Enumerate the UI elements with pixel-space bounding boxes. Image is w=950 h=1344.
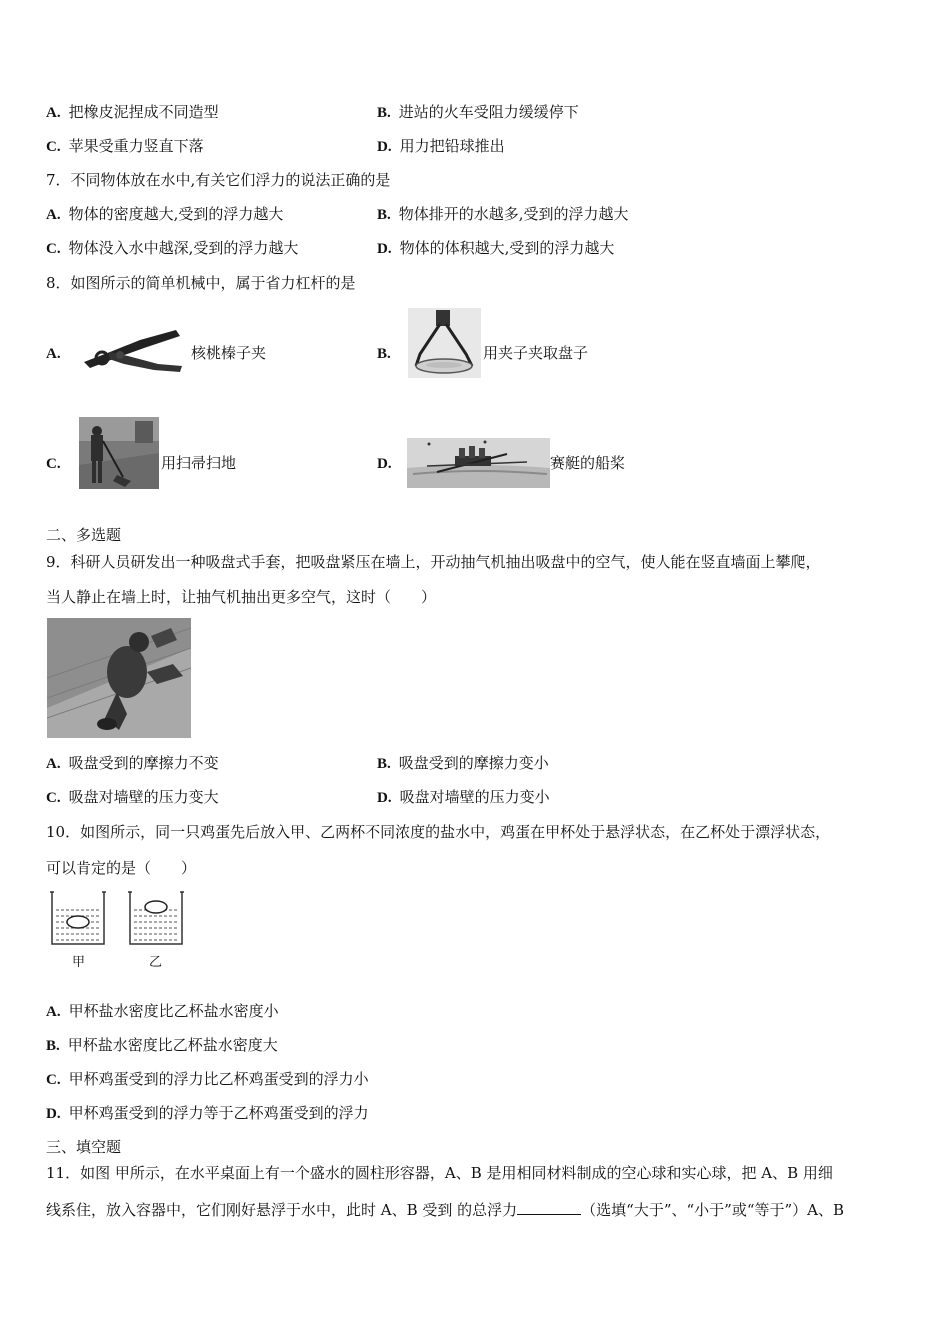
q8-option-b-label: B. — [377, 346, 391, 362]
q6-option-a: A. 把橡皮泥捏成不同造型 — [46, 103, 219, 121]
q9-stem-line-1: 9．科研人员研发出一种吸盘式手套，把吸盘紧压在墙上，开动抽气机抽出吸盘中的空气，使人能在竖直墙面上攀爬， — [46, 553, 821, 571]
q7-option-a: A. 物体的密度越大,受到的浮力越大 — [46, 205, 284, 223]
q7-option-d: D. 物体的体积越大,受到的浮力越大 — [377, 239, 615, 257]
q8-stem: 8．如图所示的简单机械中，属于省力杠杆的是 — [46, 274, 356, 292]
rowing-boat-figure — [407, 438, 550, 488]
q9-option-a: A. 吸盘受到的摩擦力不变 — [46, 754, 219, 772]
q8-option-a-label: A. — [46, 346, 61, 362]
cup-jia-label: 甲 — [72, 955, 86, 970]
q11-answer-blank[interactable] — [517, 1200, 581, 1215]
q8-option-d-text: 赛艇的船桨 — [550, 454, 626, 472]
q7-option-c: C. 物体没入水中越深,受到的浮力越大 — [46, 239, 299, 257]
q9-option-b: B. 吸盘受到的摩擦力变小 — [377, 754, 549, 772]
q7-option-b: B. 物体排开的水越多,受到的浮力越大 — [377, 205, 629, 223]
q11-stem-line-2: 线系住，放入容器中，它们刚好悬浮于水中，此时 A、B 受到 的总浮力 （选填“大于”、“小于”或“等于”）A、B — [46, 1201, 845, 1219]
egg-cups-figure — [48, 888, 188, 948]
q10-option-c: C. 甲杯鸡蛋受到的浮力比乙杯鸡蛋受到的浮力小 — [46, 1070, 369, 1088]
q6-option-b: B. 进站的火车受阻力缓缓停下 — [377, 103, 579, 121]
q10-option-a: A. 甲杯盐水密度比乙杯盐水密度小 — [46, 1002, 279, 1020]
q6-option-d: D. 用力把铅球推出 — [377, 137, 505, 155]
wall-climbing-figure — [47, 618, 191, 738]
q10-option-b: B. 甲杯盐水密度比乙杯盐水密度大 — [46, 1036, 278, 1054]
q8-option-a-text: 核桃榛子夹 — [191, 344, 267, 362]
q8-option-c-label: C. — [46, 456, 61, 472]
q8-option-b-text: 用夹子夹取盘子 — [483, 344, 589, 362]
q8-option-c-text: 用扫帚扫地 — [161, 454, 237, 472]
q9-option-c: C. 吸盘对墙壁的压力变大 — [46, 788, 219, 806]
q9-option-d: D. 吸盘对墙壁的压力变小 — [377, 788, 550, 806]
broom-sweeping-figure — [79, 417, 159, 489]
section-3-title: 三、填空题 — [46, 1138, 122, 1156]
q6-option-c: C. 苹果受重力竖直下落 — [46, 137, 204, 155]
tongs-plate-figure — [408, 308, 481, 378]
q8-option-d-label: D. — [377, 456, 392, 472]
section-2-title: 二、多选题 — [46, 526, 122, 544]
q10-option-d: D. 甲杯鸡蛋受到的浮力等于乙杯鸡蛋受到的浮力 — [46, 1104, 369, 1122]
q10-stem-line-1: 10．如图所示，同一只鸡蛋先后放入甲、乙两杯不同浓度的盐水中，鸡蛋在甲杯处于悬浮状态，在乙杯处于漂浮状态， — [46, 823, 831, 841]
q9-stem-line-2: 当人静止在墙上时，让抽气机抽出更多空气，这时（ ） — [46, 588, 437, 606]
q10-stem-line-2: 可以肯定的是（ ） — [46, 859, 197, 877]
nutcracker-figure — [80, 322, 186, 374]
q7-stem: 7．不同物体放在水中,有关它们浮力的说法正确的是 — [46, 171, 391, 189]
cup-yi-label: 乙 — [149, 955, 163, 970]
q11-stem-line-1: 11．如图 甲所示，在水平桌面上有一个盛水的圆柱形容器，A、B 是用相同材料制成的空心球和实心球，把 A、B 用细 — [46, 1164, 833, 1182]
